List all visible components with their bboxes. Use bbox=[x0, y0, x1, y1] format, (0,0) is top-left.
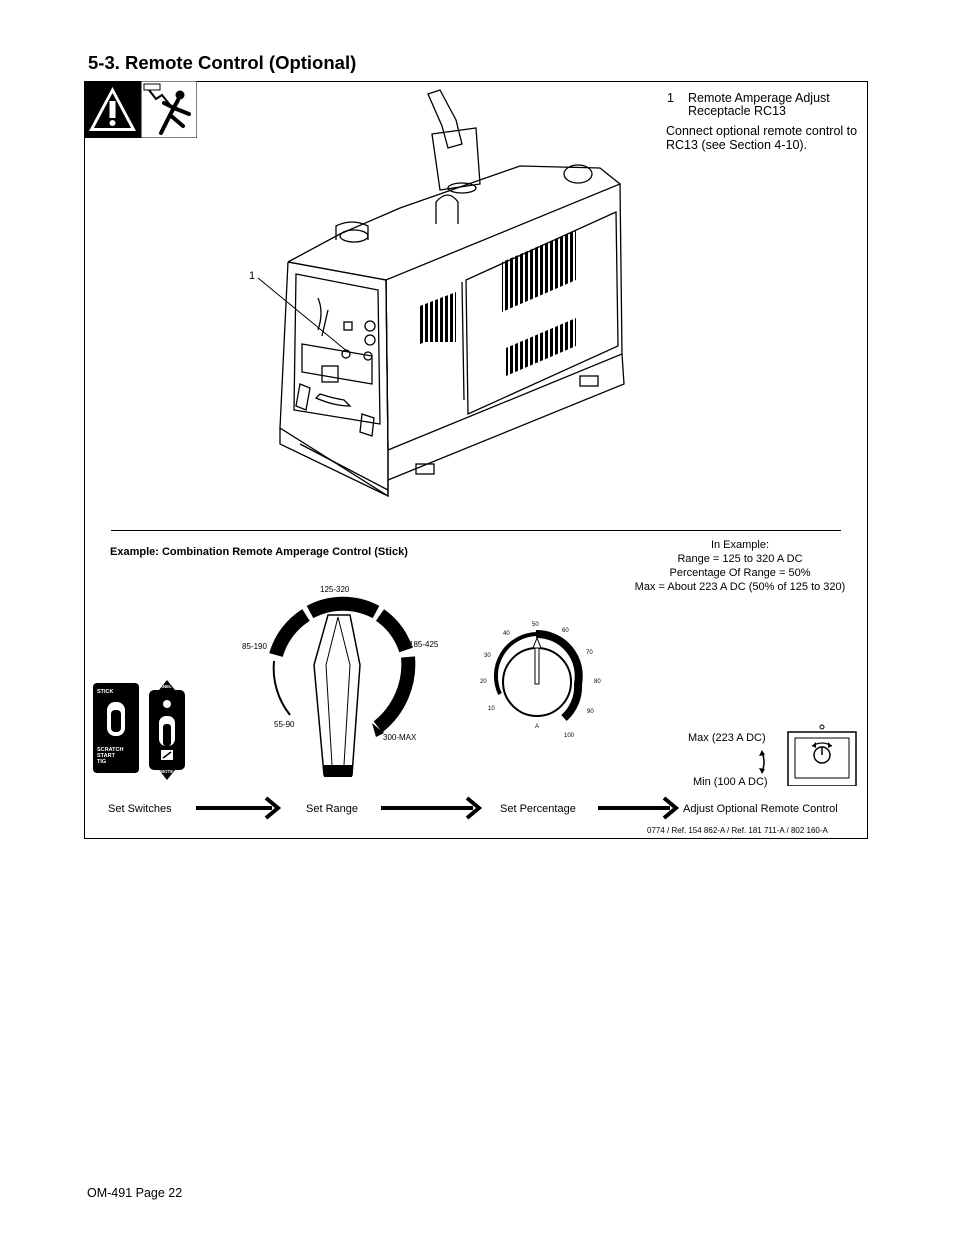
range-dial-illustration bbox=[266, 595, 418, 785]
tick-10: 10 bbox=[488, 706, 495, 712]
remote-label: REMOTE bbox=[154, 769, 174, 774]
remote-max-label: Max (223 A DC) bbox=[688, 732, 766, 744]
callout-body-line2: RC13 (see Section 4-10). bbox=[666, 138, 808, 152]
remote-control-illustration bbox=[786, 724, 858, 786]
adjust-arrow-icon bbox=[757, 750, 769, 774]
switch-panel-illustration bbox=[93, 680, 189, 780]
example-summary bbox=[620, 538, 860, 594]
step-adjust-remote: Adjust Optional Remote Control bbox=[683, 803, 838, 815]
tick-80: 80 bbox=[594, 679, 601, 685]
arrow-right-icon bbox=[381, 796, 483, 820]
callout-body-line1: Connect optional remote control to bbox=[666, 124, 858, 138]
tick-20: 20 bbox=[480, 679, 487, 685]
tick-30: 30 bbox=[484, 653, 491, 659]
callout-number: 1 bbox=[667, 91, 674, 105]
callout-title-line1: Remote Amperage Adjust bbox=[688, 91, 830, 105]
percent-line: Percentage Of Range = 50% bbox=[669, 567, 811, 579]
tick-100: 100 bbox=[564, 733, 575, 739]
section-divider bbox=[111, 530, 841, 531]
range-label-300-max: 300-MAX bbox=[383, 733, 417, 742]
example-heading: Example: Combination Remote Amperage Control (Stick) bbox=[110, 546, 408, 558]
tick-40: 40 bbox=[503, 631, 510, 637]
step-set-percentage: Set Percentage bbox=[500, 803, 576, 815]
tick-90: 90 bbox=[587, 709, 594, 715]
range-line: Range = 125 to 320 A DC bbox=[677, 553, 803, 565]
panel-label: PANEL bbox=[157, 684, 172, 689]
in-example-label: In Example: bbox=[710, 539, 770, 551]
stick-label: STICK bbox=[97, 689, 114, 695]
welder-generator-illustration bbox=[240, 84, 640, 504]
step-set-switches: Set Switches bbox=[108, 803, 172, 815]
scratch-label: SCRATCH bbox=[97, 747, 124, 753]
tick-70: 70 bbox=[586, 650, 593, 656]
tick-60: 60 bbox=[562, 628, 569, 634]
range-label-125-320: 125-320 bbox=[320, 585, 350, 594]
range-label-85-190: 85-190 bbox=[242, 642, 267, 651]
page-footer: OM-491 Page 22 bbox=[87, 1186, 183, 1200]
step-set-range: Set Range bbox=[306, 803, 358, 815]
remote-min-label: Min (100 A DC) bbox=[693, 776, 768, 788]
callout-title-line2: Receptacle RC13 bbox=[688, 104, 786, 118]
section-title: 5-3. Remote Control (Optional) bbox=[88, 52, 357, 73]
electric-shock-warning-icon bbox=[84, 81, 197, 138]
range-label-185-425: 185-425 bbox=[409, 640, 439, 649]
max-line: Max = About 223 A DC (50% of 125 to 320) bbox=[634, 581, 846, 593]
reference-number: 0774 / Ref. 154 862-A / Ref. 181 711-A / 802 160-A bbox=[647, 826, 828, 835]
scratch-start-tig-label bbox=[97, 747, 123, 765]
arrow-right-icon bbox=[196, 796, 282, 820]
start-label: START bbox=[97, 753, 115, 759]
tick-a: A bbox=[535, 724, 540, 730]
range-label-55-90: 55-90 bbox=[274, 720, 295, 729]
arrow-right-icon bbox=[598, 796, 680, 820]
tick-50: 50 bbox=[532, 622, 539, 628]
figure-callout-number: 1 bbox=[249, 270, 256, 282]
tig-label: TIG bbox=[97, 759, 107, 765]
percentage-dial-illustration bbox=[490, 624, 590, 734]
